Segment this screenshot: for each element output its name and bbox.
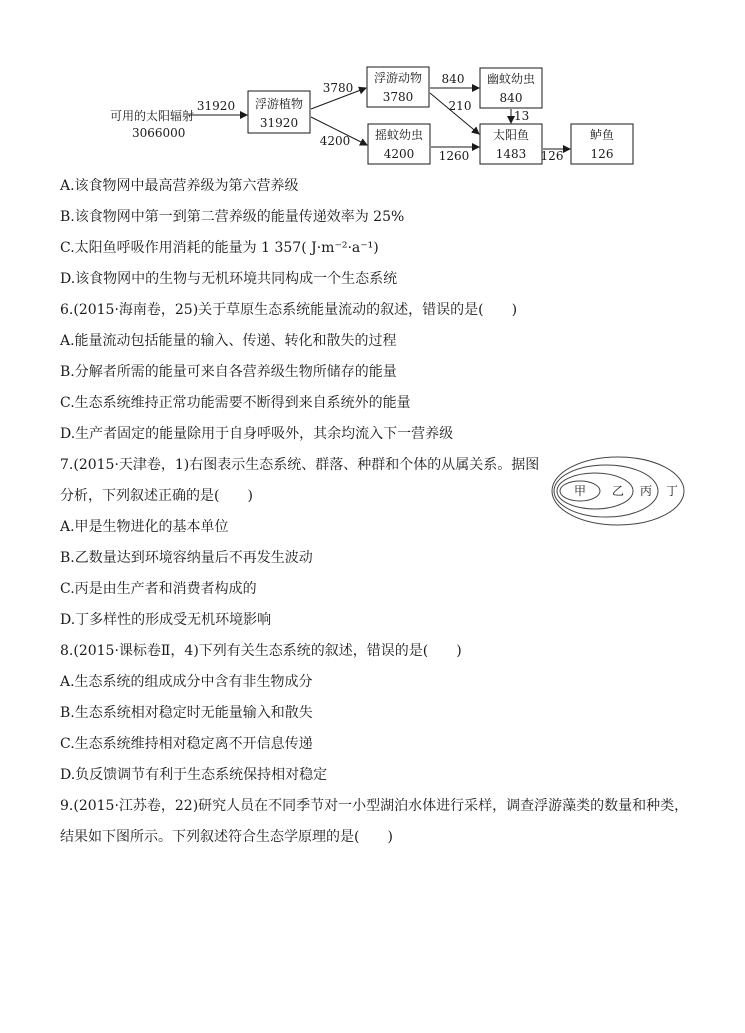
plankton-plant-value: 31920 xyxy=(259,116,299,130)
question-9-stem-cont: 结果如下图所示。下列叙述符合生态学原理的是( ) xyxy=(60,829,393,845)
option-line: D.负反馈调节有利于生态系统保持相对稳定 xyxy=(60,767,328,783)
question-7-stem-cont: 分析，下列叙述正确的是( ) xyxy=(60,488,253,504)
zooplankton-name: 浮游动物 xyxy=(373,71,423,85)
mosquito-larva-swing-value: 4200 xyxy=(383,147,415,161)
flow-sunfish-to-perch: 126 xyxy=(540,149,564,163)
mosquito-larva-you-value: 840 xyxy=(499,91,523,105)
flow-plant-to-zoo: 3780 xyxy=(322,81,354,95)
nested-ellipse-diagram xyxy=(550,455,690,530)
label-bing: 丙 xyxy=(639,484,653,498)
sunfish-name: 太阳鱼 xyxy=(492,128,530,142)
flow-zoo-to-sunfish: 210 xyxy=(448,99,472,113)
label-jia: 甲 xyxy=(573,484,587,498)
option-line: C.丙是由生产者和消费者构成的 xyxy=(60,581,257,597)
option-line: D.生产者固定的能量除用于自身呼吸外，其余均流入下一营养级 xyxy=(60,426,454,442)
option-line: A.能量流动包括能量的输入、传递、转化和散失的过程 xyxy=(60,333,397,349)
source-label: 可用的太阳辐射 xyxy=(110,109,195,123)
flow-mosq-to-sunfish: 1260 xyxy=(438,149,470,163)
zooplankton-value: 3780 xyxy=(382,90,414,104)
perch-name: 鲈鱼 xyxy=(589,128,615,142)
option-line: C.生态系统维持相对稳定离不开信息传递 xyxy=(60,736,313,752)
option-line: C.生态系统维持正常功能需要不断得到来自系统外的能量 xyxy=(60,395,411,411)
label-ding: 丁 xyxy=(665,484,679,498)
sunfish-value: 1483 xyxy=(495,147,527,161)
question-9-stem: 9.(2015·江苏卷，22)研究人员在不同季节对一小型湖泊水体进行采样，调查浮游藻类的数量和种类， xyxy=(60,798,689,814)
option-line: C.太阳鱼呼吸作用消耗的能量为 1 357( J·m⁻²·a⁻¹) xyxy=(60,240,379,256)
flow-zoo-to-you: 840 xyxy=(441,72,465,86)
mosquito-larva-swing-name: 摇蚊幼虫 xyxy=(374,128,424,142)
perch-value: 126 xyxy=(590,147,614,161)
mosquito-larva-you-name: 幽蚊幼虫 xyxy=(486,72,536,86)
question-8-stem: 8.(2015·课标卷Ⅱ，4)下列有关生态系统的叙述，错误的是( ) xyxy=(60,643,462,659)
food-web-diagram xyxy=(0,0,745,175)
flow-you-to-sunfish: 13 xyxy=(514,109,530,123)
option-line: B.生态系统相对稳定时无能量输入和散失 xyxy=(60,705,313,721)
flow-sun-to-plant: 31920 xyxy=(196,99,236,113)
option-line: B.该食物网中第一到第二营养级的能量传递效率为 25% xyxy=(60,209,405,225)
option-line: A.该食物网中最高营养级为第六营养级 xyxy=(60,178,299,194)
option-line: D.该食物网中的生物与无机环境共同构成一个生态系统 xyxy=(60,271,398,287)
option-line: A.甲是生物进化的基本单位 xyxy=(60,519,229,535)
flow-plant-to-mosq: 4200 xyxy=(319,134,351,148)
plankton-plant-name: 浮游植物 xyxy=(254,97,304,111)
label-yi: 乙 xyxy=(611,484,625,498)
option-line: B.分解者所需的能量可来自各营养级生物所储存的能量 xyxy=(60,364,397,380)
source-value: 3066000 xyxy=(132,126,186,140)
option-line: B.乙数量达到环境容纳量后不再发生波动 xyxy=(60,550,313,566)
option-line: A.生态系统的组成成分中含有非生物成分 xyxy=(60,674,313,690)
option-line: D.丁多样性的形成受无机环境影响 xyxy=(60,612,272,628)
question-6-stem: 6.(2015·海南卷，25)关于草原生态系统能量流动的叙述，错误的是( ) xyxy=(60,302,518,318)
question-7-stem: 7.(2015·天津卷，1)右图表示生态系统、群落、种群和个体的从属关系。据图 xyxy=(60,457,540,473)
